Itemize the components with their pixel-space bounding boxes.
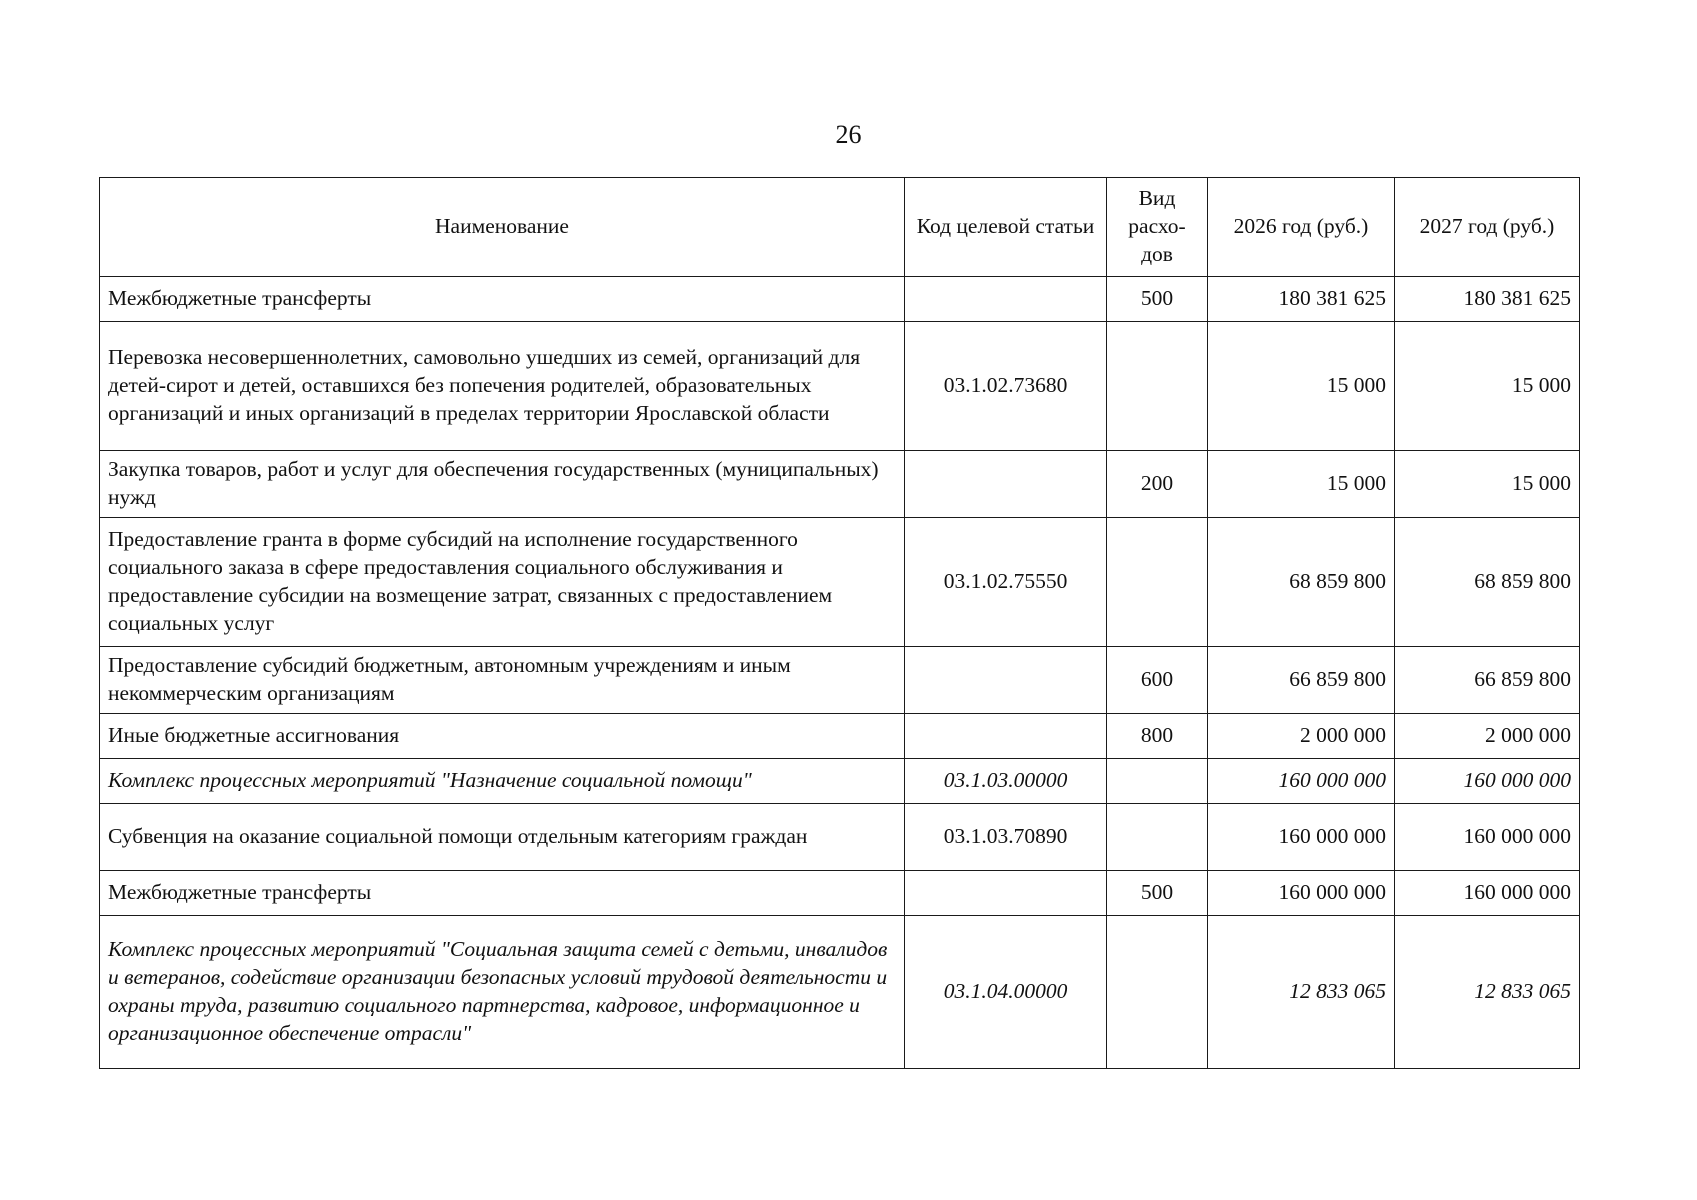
row-year-2027: 160 000 000 bbox=[1395, 804, 1580, 871]
row-code bbox=[905, 451, 1107, 518]
header-year-2027: 2027 год (руб.) bbox=[1395, 178, 1580, 277]
row-year-2027: 2 000 000 bbox=[1395, 714, 1580, 759]
row-name: Иные бюджетные ассигнования bbox=[100, 714, 905, 759]
table-row bbox=[100, 759, 1580, 804]
row-kind bbox=[1107, 916, 1208, 1069]
row-code: 03.1.04.00000 bbox=[905, 916, 1107, 1069]
row-year-2026: 12 833 065 bbox=[1208, 916, 1395, 1069]
row-name: Закупка товаров, работ и услуг для обеспечения государственных (муниципальных) нужд bbox=[100, 451, 905, 518]
row-kind bbox=[1107, 759, 1208, 804]
row-year-2027: 180 381 625 bbox=[1395, 277, 1580, 322]
row-code: 03.1.03.70890 bbox=[905, 804, 1107, 871]
table-row bbox=[100, 451, 1580, 518]
row-kind: 500 bbox=[1107, 277, 1208, 322]
row-name: Предоставление субсидий бюджетным, автономным учреждениям и иным некоммерческим организациям bbox=[100, 647, 905, 714]
row-kind: 500 bbox=[1107, 871, 1208, 916]
row-kind bbox=[1107, 804, 1208, 871]
row-kind: 800 bbox=[1107, 714, 1208, 759]
table-row bbox=[100, 804, 1580, 871]
header-code: Код целевой статьи bbox=[905, 178, 1107, 277]
row-code: 03.1.03.00000 bbox=[905, 759, 1107, 804]
row-year-2027: 12 833 065 bbox=[1395, 916, 1580, 1069]
header-year-2026: 2026 год (руб.) bbox=[1208, 178, 1395, 277]
row-name: Межбюджетные трансферты bbox=[100, 277, 905, 322]
row-year-2026: 68 859 800 bbox=[1208, 518, 1395, 647]
row-code bbox=[905, 714, 1107, 759]
row-kind: 600 bbox=[1107, 647, 1208, 714]
row-name: Комплекс процессных мероприятий "Назначение социальной помощи" bbox=[100, 759, 905, 804]
row-name: Субвенция на оказание социальной помощи отдельным категориям граждан bbox=[100, 804, 905, 871]
row-name: Межбюджетные трансферты bbox=[100, 871, 905, 916]
table-row bbox=[100, 518, 1580, 647]
table-row bbox=[100, 322, 1580, 451]
row-name: Перевозка несовершеннолетних, самовольно ушедших из семей, организаций для детей-сирот и детей, оставшихся без попечения родителей, образовательных организаций и иных организаций в пределах территории Ярославской области bbox=[100, 322, 905, 451]
row-year-2026: 2 000 000 bbox=[1208, 714, 1395, 759]
row-kind bbox=[1107, 518, 1208, 647]
row-kind bbox=[1107, 322, 1208, 451]
header-name: Наименование bbox=[100, 178, 905, 277]
row-year-2026: 180 381 625 bbox=[1208, 277, 1395, 322]
row-code bbox=[905, 871, 1107, 916]
row-year-2026: 15 000 bbox=[1208, 451, 1395, 518]
row-code bbox=[905, 277, 1107, 322]
table-row bbox=[100, 871, 1580, 916]
row-year-2026: 160 000 000 bbox=[1208, 759, 1395, 804]
table-row bbox=[100, 277, 1580, 322]
row-year-2026: 160 000 000 bbox=[1208, 804, 1395, 871]
row-year-2026: 160 000 000 bbox=[1208, 871, 1395, 916]
table-row bbox=[100, 714, 1580, 759]
row-kind: 200 bbox=[1107, 451, 1208, 518]
row-code: 03.1.02.73680 bbox=[905, 322, 1107, 451]
row-code: 03.1.02.75550 bbox=[905, 518, 1107, 647]
table-header-row bbox=[100, 178, 1580, 277]
row-year-2027: 66 859 800 bbox=[1395, 647, 1580, 714]
row-year-2027: 160 000 000 bbox=[1395, 759, 1580, 804]
row-name: Предоставление гранта в форме субсидий на исполнение государственного социального заказа в сфере предоставления социального обслуживания и предоставление субсидии на возмещение затрат, связанных с предоставлением социальных услуг bbox=[100, 518, 905, 647]
row-year-2027: 15 000 bbox=[1395, 322, 1580, 451]
row-year-2027: 68 859 800 bbox=[1395, 518, 1580, 647]
row-year-2027: 160 000 000 bbox=[1395, 871, 1580, 916]
row-year-2026: 66 859 800 bbox=[1208, 647, 1395, 714]
row-year-2027: 15 000 bbox=[1395, 451, 1580, 518]
row-code bbox=[905, 647, 1107, 714]
row-year-2026: 15 000 bbox=[1208, 322, 1395, 451]
header-kind: Вид расхо-дов bbox=[1107, 178, 1208, 277]
row-name: Комплекс процессных мероприятий "Социальная защита семей с детьми, инвалидов и ветеранов, содействие организации безопасных условий трудовой деятельности и охраны труда, развитию социального партнерства, кадровое, информационное и организационное обеспечение отрасли" bbox=[100, 916, 905, 1069]
budget-table bbox=[99, 177, 1580, 1069]
table-row bbox=[100, 647, 1580, 714]
page-number: 26 bbox=[835, 120, 862, 149]
table-row bbox=[100, 916, 1580, 1069]
